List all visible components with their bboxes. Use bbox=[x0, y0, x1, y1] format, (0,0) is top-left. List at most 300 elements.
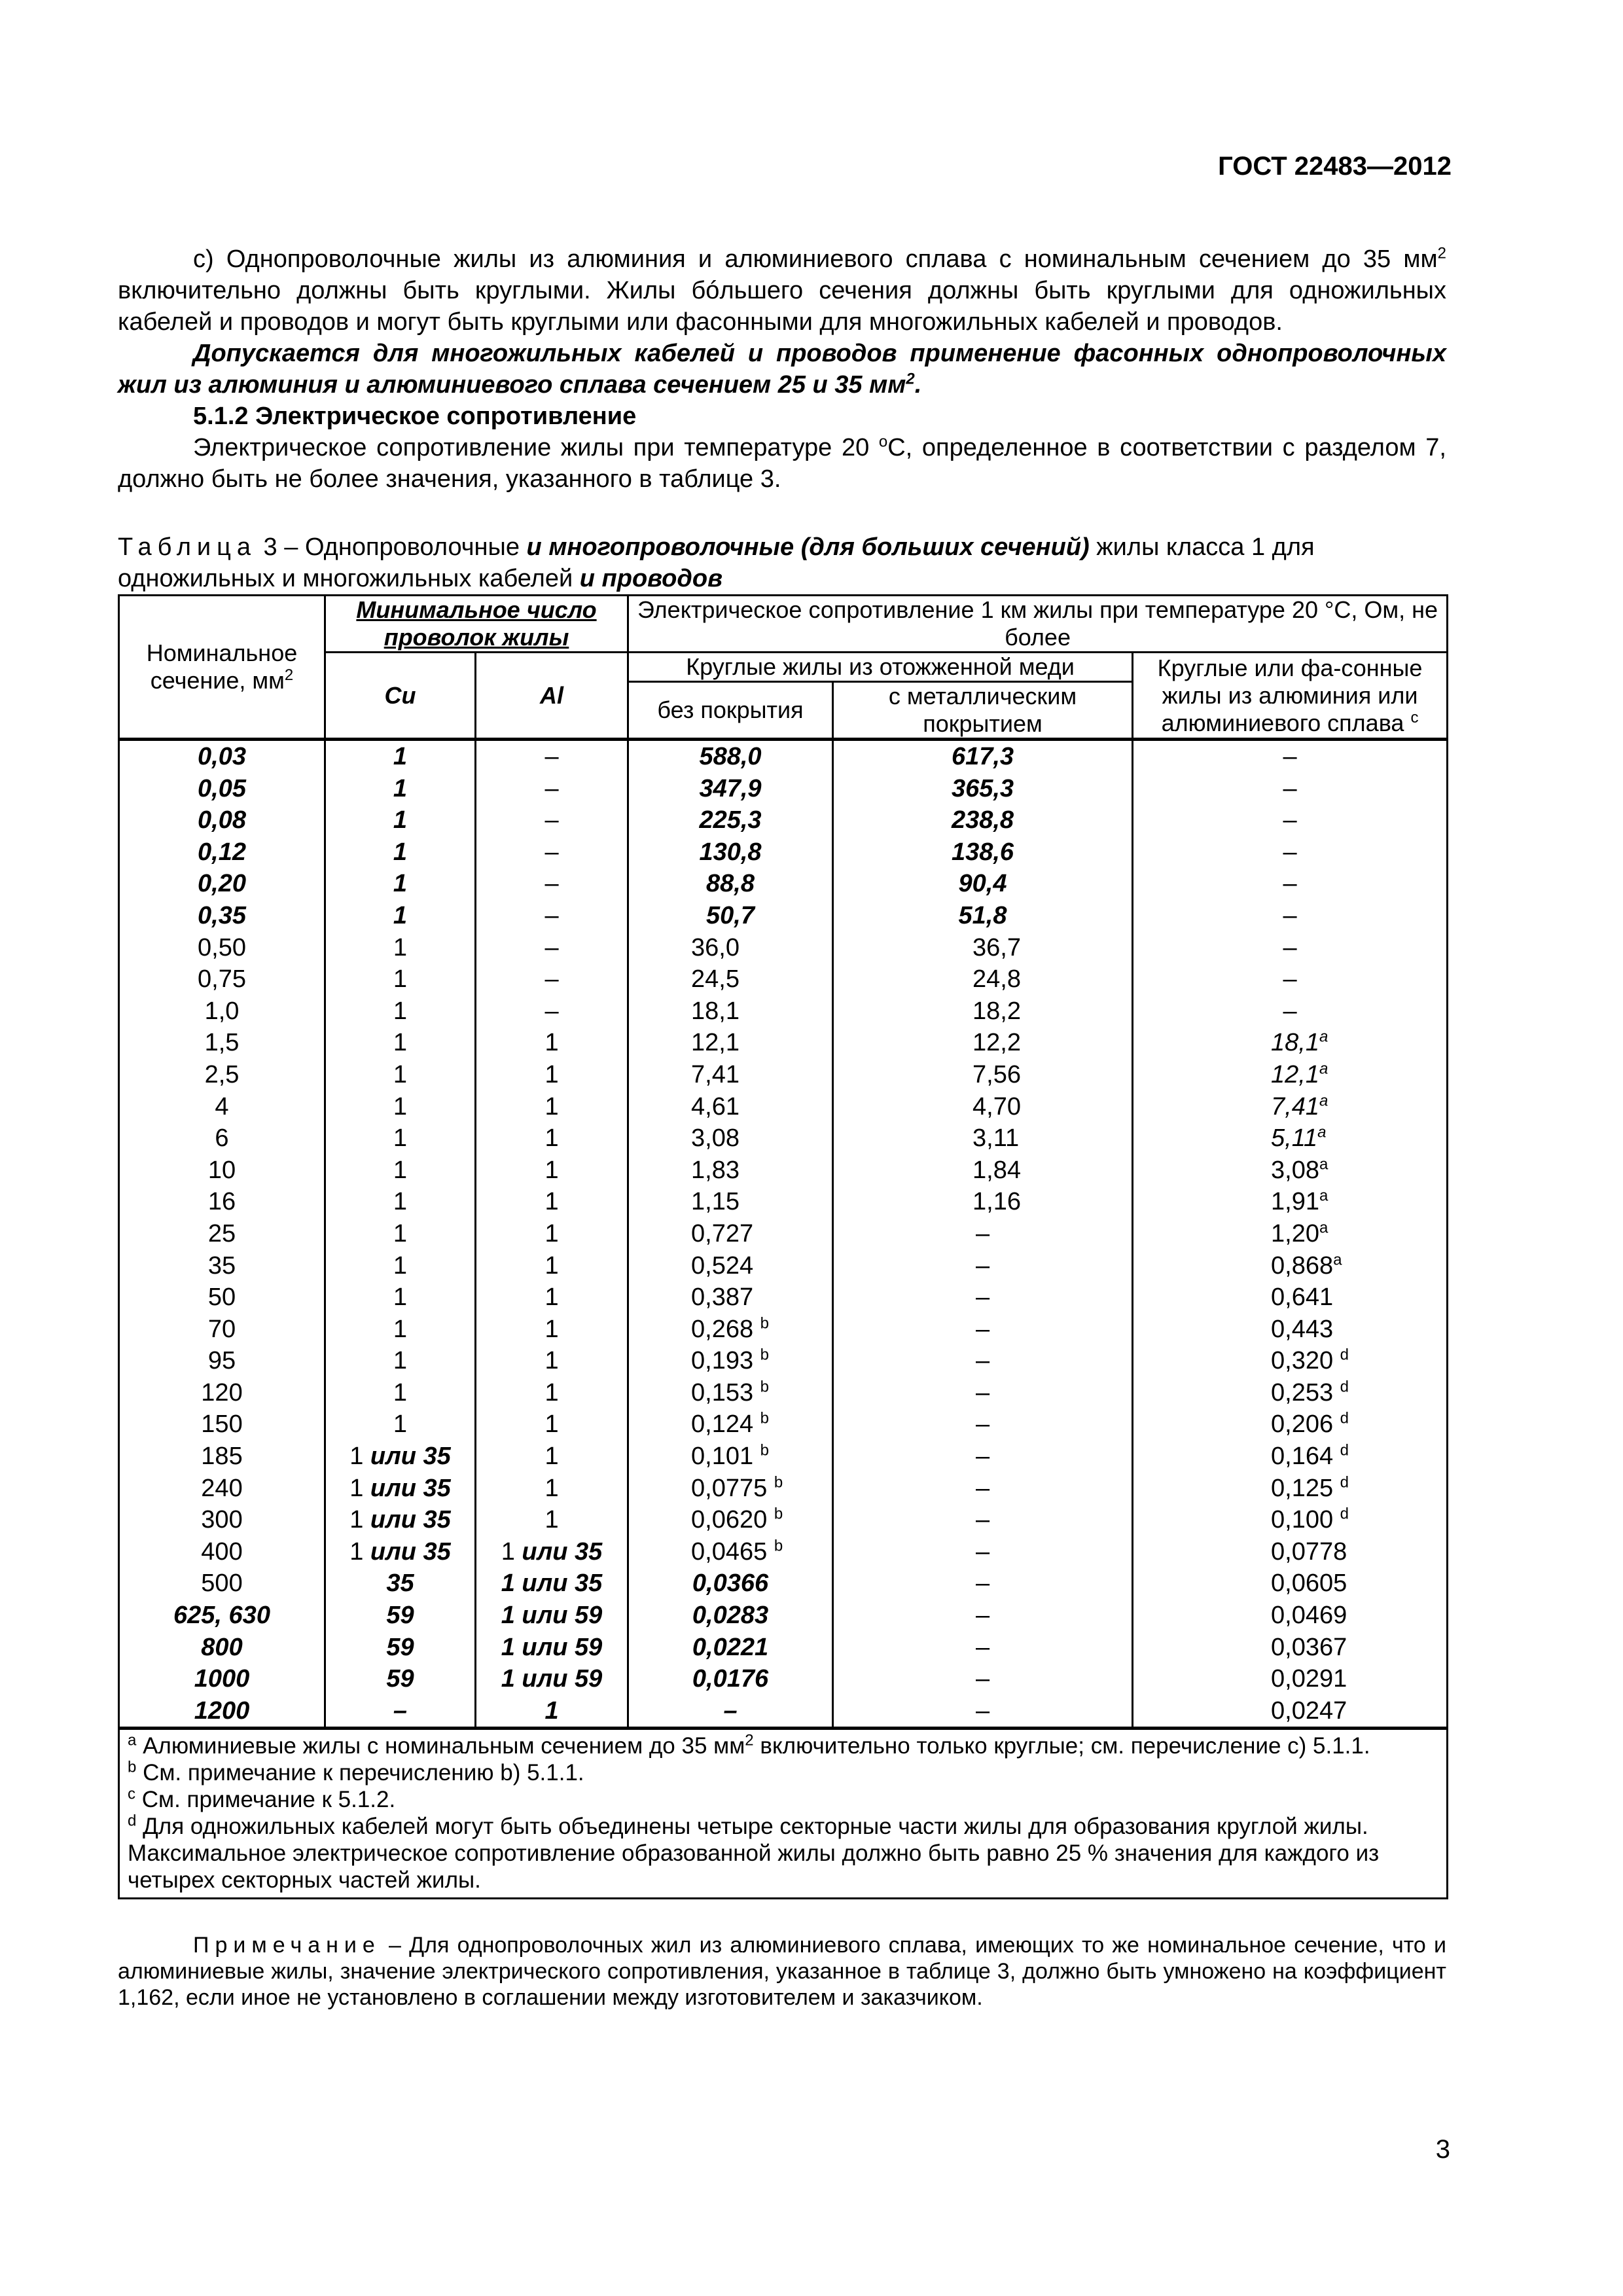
cell-coated bbox=[833, 1155, 1133, 1187]
text: d bbox=[1340, 1505, 1349, 1523]
text: 0,0469 bbox=[1271, 1602, 1347, 1630]
cell-cu bbox=[325, 1408, 476, 1441]
cell-al bbox=[476, 1441, 628, 1473]
cell-aluminium bbox=[1133, 1091, 1448, 1123]
text: 0,0247 bbox=[1271, 1696, 1347, 1725]
text: 1 bbox=[393, 774, 408, 802]
cell-al bbox=[476, 1059, 628, 1091]
table-row bbox=[119, 1663, 1448, 1695]
cell-uncoated bbox=[628, 1695, 833, 1729]
header-annealed-copper: Круглые жилы из отожженной меди bbox=[628, 653, 1133, 682]
cell-uncoated bbox=[628, 1377, 833, 1409]
cell-section bbox=[119, 773, 325, 805]
cell-coated bbox=[833, 1314, 1133, 1346]
text: 0,727 bbox=[691, 1219, 754, 1247]
table-row bbox=[119, 868, 1448, 900]
text: – bbox=[975, 1251, 990, 1280]
text: – bbox=[975, 1315, 990, 1343]
cell-al bbox=[476, 1345, 628, 1377]
cell-aluminium bbox=[1133, 868, 1448, 900]
table-row bbox=[119, 1091, 1448, 1123]
text: 3 – Однопроволочные bbox=[257, 533, 527, 561]
text: 0,320 bbox=[1271, 1347, 1334, 1375]
text: 24,5 bbox=[691, 965, 740, 994]
cell-uncoated bbox=[628, 1155, 833, 1187]
header-uncoated: без покрытия bbox=[628, 682, 833, 740]
table-row bbox=[119, 963, 1448, 996]
table-footnotes bbox=[119, 1729, 1448, 1899]
table-row bbox=[119, 1155, 1448, 1187]
cell-aluminium bbox=[1133, 1473, 1448, 1505]
text: 1,91 bbox=[1271, 1188, 1319, 1216]
table-note bbox=[118, 1932, 1446, 2011]
text: 800 bbox=[201, 1633, 243, 1661]
table-row bbox=[119, 1282, 1448, 1314]
cell-section bbox=[119, 1155, 325, 1187]
cell-coated bbox=[833, 1059, 1133, 1091]
text: 0,641 bbox=[1271, 1283, 1334, 1312]
header-aluminium bbox=[1133, 653, 1448, 740]
text: 3,08 bbox=[1271, 1156, 1319, 1184]
text: 36,7 bbox=[972, 933, 1021, 961]
table-row bbox=[119, 804, 1448, 836]
cell-cu bbox=[325, 1600, 476, 1632]
cell-al bbox=[476, 1504, 628, 1536]
cell-aluminium bbox=[1133, 932, 1448, 964]
cell-uncoated bbox=[628, 996, 833, 1028]
table-row bbox=[119, 1504, 1448, 1536]
cell-section bbox=[119, 1345, 325, 1377]
cell-coated bbox=[833, 1695, 1133, 1729]
cell-aluminium bbox=[1133, 1027, 1448, 1059]
text: d bbox=[1340, 1346, 1349, 1364]
text: 1 bbox=[544, 1188, 559, 1216]
text: 1,5 bbox=[204, 1029, 240, 1057]
text: 1 bbox=[349, 1537, 364, 1566]
cell-coated bbox=[833, 1091, 1133, 1123]
cell-coated bbox=[833, 1600, 1133, 1632]
paragraph-c bbox=[118, 243, 1446, 338]
cell-section bbox=[119, 1408, 325, 1441]
cell-cu bbox=[325, 1536, 476, 1568]
text: 10 bbox=[207, 1156, 236, 1184]
cell-uncoated bbox=[628, 1059, 833, 1091]
cell-al bbox=[476, 932, 628, 964]
cell-coated bbox=[833, 996, 1133, 1028]
cell-coated bbox=[833, 1473, 1133, 1505]
cell-cu bbox=[325, 1504, 476, 1536]
text: – bbox=[1283, 743, 1297, 770]
text: 0,0620 bbox=[691, 1506, 768, 1534]
text: . bbox=[914, 371, 922, 399]
text: 0,0605 bbox=[1271, 1570, 1347, 1598]
text: 0,125 bbox=[1271, 1474, 1334, 1502]
text: Круглые или фа-сонные жилы из алюминия или алюминиевого сплава bbox=[1157, 654, 1423, 736]
cell-coated bbox=[833, 1345, 1133, 1377]
cell-section bbox=[119, 1504, 325, 1536]
footnote-d bbox=[128, 1813, 1438, 1893]
text: 185 bbox=[201, 1443, 243, 1471]
text: 0,75 bbox=[198, 965, 246, 994]
text: 1 bbox=[544, 1378, 559, 1407]
cell-al bbox=[476, 1282, 628, 1314]
cell-uncoated bbox=[628, 1218, 833, 1250]
cell-aluminium bbox=[1133, 996, 1448, 1028]
text: 225,3 bbox=[699, 806, 762, 834]
cell-al bbox=[476, 1536, 628, 1568]
cell-cu bbox=[325, 1345, 476, 1377]
text: 1 bbox=[544, 1696, 559, 1725]
text: 1 bbox=[349, 1474, 364, 1502]
table-row bbox=[119, 900, 1448, 932]
text: жилы класса 1 для одножильных и многожильных кабелей bbox=[118, 533, 1315, 592]
table-caption bbox=[118, 531, 1446, 594]
cell-section bbox=[119, 1282, 325, 1314]
cell-al bbox=[476, 996, 628, 1028]
cell-al bbox=[476, 836, 628, 869]
text: 0,0221 bbox=[692, 1633, 769, 1661]
cell-aluminium bbox=[1133, 1314, 1448, 1346]
cell-aluminium bbox=[1133, 804, 1448, 836]
note-label: Примечание bbox=[193, 1933, 381, 1958]
table-row bbox=[119, 1250, 1448, 1282]
cell-cu bbox=[325, 804, 476, 836]
text: – bbox=[544, 743, 559, 770]
text: 1 bbox=[349, 1443, 364, 1471]
superscript: 2 bbox=[284, 666, 294, 684]
text: 7,56 bbox=[972, 1060, 1021, 1088]
text: 70 bbox=[207, 1315, 236, 1343]
footnote-c bbox=[128, 1786, 1438, 1813]
cell-uncoated bbox=[628, 932, 833, 964]
text: b bbox=[774, 1537, 783, 1555]
header-cu: Cu bbox=[325, 653, 476, 740]
text: d bbox=[1340, 1409, 1349, 1427]
text: Для одножильных кабелей могут быть объединены четыре секторные части жилы для образования круглой жилы. Максимальное электрическое сопротивление образованной жилы должно быть равно 25 % значения для каждого из четырех секторных частей жилы. bbox=[128, 1814, 1380, 1893]
cell-coated bbox=[833, 1568, 1133, 1600]
text: 12,1 bbox=[1271, 1060, 1319, 1088]
section-title: 5.1.2 Электрическое сопротивление bbox=[193, 403, 637, 430]
cell-cu bbox=[325, 1155, 476, 1187]
text: 1 bbox=[393, 1219, 408, 1247]
text: – bbox=[975, 1219, 990, 1247]
cell-coated bbox=[833, 1218, 1133, 1250]
text: 6 bbox=[215, 1124, 229, 1153]
text: 4,70 bbox=[972, 1092, 1021, 1121]
cell-cu bbox=[325, 836, 476, 869]
cell-cu bbox=[325, 932, 476, 964]
text: 1 bbox=[393, 1092, 408, 1121]
text: 1 bbox=[544, 1124, 559, 1153]
table-row bbox=[119, 1600, 1448, 1632]
text: 95 bbox=[207, 1347, 236, 1375]
cell-al bbox=[476, 1695, 628, 1729]
text: 0,387 bbox=[691, 1283, 754, 1312]
text: 1000 bbox=[194, 1665, 250, 1693]
text: 1 bbox=[544, 1219, 559, 1247]
cell-aluminium bbox=[1133, 1250, 1448, 1282]
text: – bbox=[975, 1537, 990, 1566]
cell-al bbox=[476, 1122, 628, 1155]
table-row bbox=[119, 740, 1448, 773]
text: 50,7 bbox=[706, 901, 755, 929]
cell-cu bbox=[325, 1695, 476, 1729]
cell-aluminium bbox=[1133, 740, 1448, 773]
table-row bbox=[119, 1345, 1448, 1377]
cell-uncoated bbox=[628, 963, 833, 996]
header-al: Al bbox=[476, 653, 628, 740]
text: и многопроволочные (для больших сечений) bbox=[526, 533, 1090, 561]
text: 1 bbox=[544, 1283, 559, 1312]
cell-al bbox=[476, 1663, 628, 1695]
text: 400 bbox=[201, 1537, 243, 1566]
text: 0,153 bbox=[691, 1378, 754, 1407]
text: – bbox=[975, 1665, 990, 1693]
text: b bbox=[760, 1441, 770, 1460]
cell-section bbox=[119, 836, 325, 869]
text: 1 bbox=[393, 1124, 408, 1153]
cell-coated bbox=[833, 932, 1133, 964]
text: 0,443 bbox=[1271, 1315, 1334, 1343]
cell-uncoated bbox=[628, 1536, 833, 1568]
cell-uncoated bbox=[628, 740, 833, 773]
text: – bbox=[544, 901, 559, 929]
cell-al bbox=[476, 1377, 628, 1409]
cell-coated bbox=[833, 773, 1133, 805]
text: a bbox=[1333, 1250, 1342, 1268]
text: 0,0465 bbox=[691, 1537, 768, 1566]
cell-uncoated bbox=[628, 1250, 833, 1282]
text: 0,0366 bbox=[692, 1570, 769, 1598]
cell-coated bbox=[833, 1632, 1133, 1664]
text: 500 bbox=[201, 1570, 243, 1598]
cell-aluminium bbox=[1133, 1218, 1448, 1250]
text: – bbox=[544, 997, 559, 1025]
superscript: 2 bbox=[745, 1731, 754, 1749]
header-coated: с металлическим покрытием bbox=[833, 682, 1133, 740]
cell-cu bbox=[325, 963, 476, 996]
text: 1 bbox=[544, 1029, 559, 1057]
cell-section bbox=[119, 963, 325, 996]
cell-coated bbox=[833, 1027, 1133, 1059]
text: 0,0291 bbox=[1271, 1665, 1347, 1693]
text: 4 bbox=[215, 1092, 229, 1121]
text: или 35 bbox=[363, 1537, 451, 1566]
cell-section bbox=[119, 868, 325, 900]
text: – bbox=[975, 1378, 990, 1407]
text: – bbox=[975, 1696, 990, 1725]
table-row bbox=[119, 1695, 1448, 1729]
text: a bbox=[1319, 1219, 1329, 1237]
text: 300 bbox=[201, 1506, 243, 1534]
cell-section bbox=[119, 1122, 325, 1155]
cell-section bbox=[119, 1027, 325, 1059]
cell-aluminium bbox=[1133, 963, 1448, 996]
text: 0,0176 bbox=[692, 1665, 769, 1693]
text: 1 bbox=[501, 1537, 515, 1566]
table-row bbox=[119, 1314, 1448, 1346]
cell-aluminium bbox=[1133, 1186, 1448, 1218]
text: 1 bbox=[393, 1029, 408, 1057]
cell-coated bbox=[833, 1122, 1133, 1155]
text: 1 bbox=[544, 1474, 559, 1502]
mark: d bbox=[128, 1812, 137, 1830]
text: – bbox=[975, 1283, 990, 1312]
text: – bbox=[975, 1443, 990, 1471]
text: 51,8 bbox=[958, 901, 1007, 929]
text: 1,16 bbox=[972, 1188, 1021, 1216]
cell-al bbox=[476, 900, 628, 932]
text: 16 bbox=[207, 1188, 236, 1216]
cell-cu bbox=[325, 1663, 476, 1695]
cell-aluminium bbox=[1133, 1408, 1448, 1441]
text: 0,100 bbox=[1271, 1506, 1334, 1534]
cell-al bbox=[476, 1218, 628, 1250]
text: 1 bbox=[393, 1378, 408, 1407]
page-body bbox=[118, 243, 1446, 2011]
text: 5,11 bbox=[1271, 1124, 1318, 1153]
text: – bbox=[1283, 997, 1297, 1025]
text: b bbox=[760, 1409, 770, 1427]
cell-uncoated bbox=[628, 1568, 833, 1600]
text: 1 bbox=[393, 1410, 408, 1439]
text: 1 bbox=[393, 1156, 408, 1184]
cell-uncoated bbox=[628, 773, 833, 805]
cell-section bbox=[119, 1695, 325, 1729]
text: 1 bbox=[393, 965, 408, 994]
text: 35 bbox=[386, 1570, 414, 1598]
text: 1 bbox=[393, 1188, 408, 1216]
text: 0,524 bbox=[691, 1251, 754, 1280]
text: – bbox=[544, 838, 559, 866]
text: 0,101 bbox=[691, 1443, 754, 1471]
text: 1 bbox=[393, 1347, 408, 1375]
cell-aluminium bbox=[1133, 773, 1448, 805]
cell-coated bbox=[833, 1504, 1133, 1536]
table-row bbox=[119, 1059, 1448, 1091]
text: – bbox=[975, 1633, 990, 1661]
text: b bbox=[774, 1473, 783, 1491]
text: 36,0 bbox=[691, 933, 740, 961]
cell-aluminium bbox=[1133, 1155, 1448, 1187]
superscript: 2 bbox=[1437, 244, 1446, 262]
cell-uncoated bbox=[628, 1314, 833, 1346]
text: 150 bbox=[201, 1410, 243, 1439]
text: 1 bbox=[544, 1315, 559, 1343]
cell-section bbox=[119, 1377, 325, 1409]
text: – Для однопроволочных жил из алюминиевого сплава, имеющих то же номинальное сечение, что и алюминиевые жилы, значение электрического сопротивления, указанное в таблице 3, должно быть умножено на коэффициент 1,162, если иное не установлено в соглашении между изготовителем и заказчиком. bbox=[118, 1933, 1446, 2011]
text: 1 bbox=[393, 901, 408, 929]
table-row bbox=[119, 1186, 1448, 1218]
text: 2,5 bbox=[204, 1060, 240, 1088]
text: 1,84 bbox=[972, 1156, 1021, 1184]
cell-cu bbox=[325, 868, 476, 900]
cell-al bbox=[476, 1091, 628, 1123]
text: b bbox=[760, 1378, 770, 1396]
text: 88,8 bbox=[706, 870, 755, 898]
text: 0,35 bbox=[198, 901, 246, 929]
text: 1,83 bbox=[691, 1156, 740, 1184]
cell-coated bbox=[833, 1282, 1133, 1314]
text: 1 bbox=[393, 1315, 408, 1343]
cell-coated bbox=[833, 1536, 1133, 1568]
paragraph-allowance bbox=[118, 338, 1446, 401]
cell-section bbox=[119, 1663, 325, 1695]
text: – bbox=[544, 870, 559, 898]
cell-section bbox=[119, 932, 325, 964]
text: 1 bbox=[544, 1060, 559, 1088]
text: 0,0367 bbox=[1271, 1633, 1347, 1661]
cell-al bbox=[476, 1408, 628, 1441]
caption-word: Таблица bbox=[118, 533, 257, 561]
text: 347,9 bbox=[699, 774, 762, 802]
text: Алюминиевые жилы с номинальным сечением до 35 мм bbox=[136, 1733, 745, 1759]
cell-uncoated bbox=[628, 1186, 833, 1218]
text: 0,20 bbox=[198, 870, 246, 898]
cell-uncoated bbox=[628, 804, 833, 836]
cell-aluminium bbox=[1133, 1695, 1448, 1729]
text: 1,0 bbox=[204, 997, 240, 1025]
cell-cu bbox=[325, 740, 476, 773]
text: 1 bbox=[349, 1506, 364, 1534]
cell-cu bbox=[325, 1473, 476, 1505]
mark: c bbox=[128, 1785, 135, 1803]
cell-al bbox=[476, 1600, 628, 1632]
cell-cu bbox=[325, 1568, 476, 1600]
cell-cu bbox=[325, 1314, 476, 1346]
text: См. примечание к перечислению b) 5.1.1. bbox=[136, 1760, 584, 1786]
text: – bbox=[975, 1602, 990, 1630]
text: 365,3 bbox=[951, 774, 1014, 802]
text: – bbox=[544, 933, 559, 961]
table-row bbox=[119, 932, 1448, 964]
text: 1 bbox=[393, 933, 408, 961]
text: Номинальное сечение, мм bbox=[146, 639, 298, 694]
text: 1 bbox=[544, 1347, 559, 1375]
footnote-b bbox=[128, 1759, 1438, 1786]
cell-cu bbox=[325, 1059, 476, 1091]
text: a bbox=[1317, 1123, 1327, 1141]
text: 3,11 bbox=[972, 1124, 1020, 1153]
text: 1200 bbox=[194, 1696, 250, 1725]
cell-section bbox=[119, 1091, 325, 1123]
cell-aluminium bbox=[1133, 1663, 1448, 1695]
cell-cu bbox=[325, 1091, 476, 1123]
cell-cu bbox=[325, 900, 476, 932]
table-row bbox=[119, 1568, 1448, 1600]
text: – bbox=[975, 1474, 990, 1502]
text: 1 или 59 bbox=[501, 1602, 603, 1630]
cell-section bbox=[119, 1536, 325, 1568]
cell-uncoated bbox=[628, 900, 833, 932]
cell-coated bbox=[833, 1663, 1133, 1695]
cell-cu bbox=[325, 1122, 476, 1155]
table-row bbox=[119, 1632, 1448, 1664]
table-row bbox=[119, 996, 1448, 1028]
text: 1 bbox=[393, 1283, 408, 1312]
text: – bbox=[1283, 806, 1297, 834]
cell-uncoated bbox=[628, 1408, 833, 1441]
table-row bbox=[119, 1408, 1448, 1441]
table-row bbox=[119, 1377, 1448, 1409]
text: d bbox=[1340, 1473, 1349, 1491]
cell-coated bbox=[833, 1250, 1133, 1282]
cell-aluminium bbox=[1133, 1122, 1448, 1155]
table-row bbox=[119, 1218, 1448, 1250]
text: С, определенное в соответствии с разделом 7, должно быть не более значения, указанного в таблице 3. bbox=[118, 434, 1446, 493]
cell-coated bbox=[833, 868, 1133, 900]
text: 1 bbox=[544, 1410, 559, 1439]
